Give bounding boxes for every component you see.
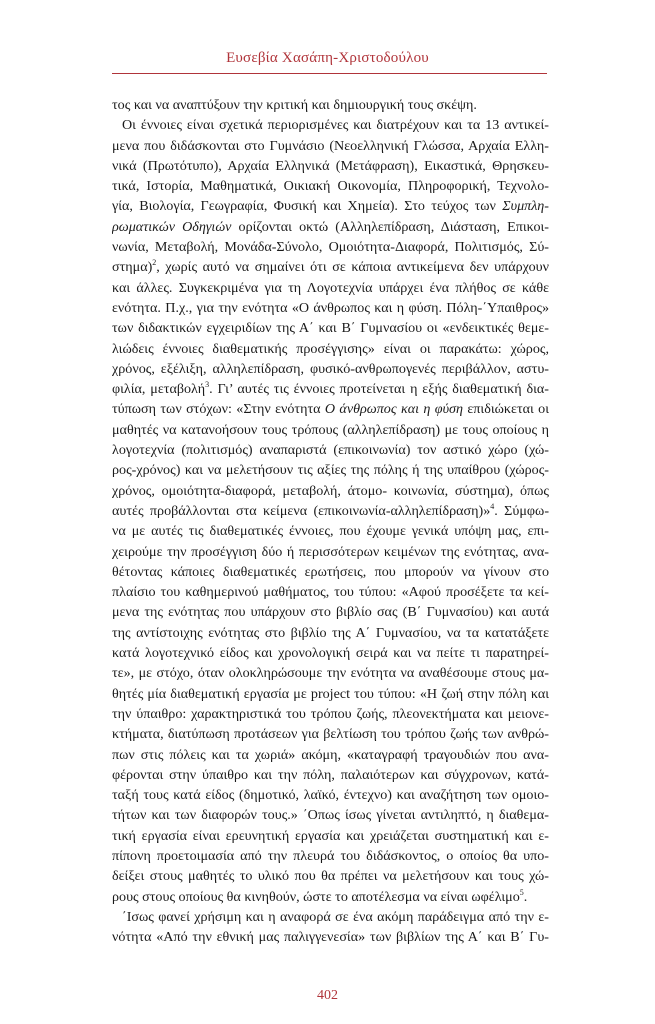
- text-run: λιώδεις έννοιες διαθεματικής προσέγγισης» είναι οι παρακάτω: χώρος,: [112, 340, 549, 357]
- text-line: [112, 136, 549, 156]
- text-run: ρος-χρόνος) και να μελετήσουν τις αξίες της πόλης ή της υπαίθρου (χώρος-: [112, 462, 549, 479]
- text-run: Οι έννοιες είναι σχετικά περιορισμένες και διατρέχουν και τα 13 αντικεί-: [122, 117, 549, 134]
- text-line: [112, 684, 549, 704]
- text-run: ρους στους οποίους θα κινηθούν, ώστε το αποτέλεσμα να είναι ωφέλιμο: [112, 888, 520, 905]
- text-run: αυτές προβάλλονται στα κείμενα (επικοινωνία-αλληλεπίδραση)»: [112, 502, 491, 519]
- text-run: τικά, Ιστορία, Μαθηματικά, Οικιακή Οικονομία, Πληροφορική, Τεχνολο-: [112, 178, 549, 195]
- header-rule: [112, 73, 547, 74]
- text-line: [112, 643, 549, 663]
- text-run: ταξή τους κατά είδος (δημοτικό, λαϊκό, έντεχνο) και αναζήτηση των ομοιο-: [112, 787, 549, 804]
- text-run: μενα της ενότητας που υπάρχουν στο βιβλίο σας (Β΄ Γυμνασίου) και αυτά: [112, 604, 549, 621]
- text-run: στημα): [112, 259, 153, 276]
- text-line: [112, 521, 549, 541]
- text-line: [112, 237, 549, 257]
- text-line: [112, 156, 549, 176]
- text-run: γία, Βιολογία, Γεωγραφία, Φυσική και Χημεία). Στο τεύχος των: [112, 198, 503, 215]
- text-run: πων στις πόλεις και τα χωριά» ακόμη, «καταγραφή τραγουδιών που ανα-: [112, 746, 549, 763]
- text-run: ορίζονται οκτώ (Αλληλεπίδραση, Διάσταση, Επικοι-: [231, 218, 549, 235]
- text-run: επιδιώκεται οι: [463, 401, 549, 418]
- text-run: τε», με στόχο, όταν ολοκληρώσουμε την ενότητα να αναθέσουμε στους μα-: [112, 665, 549, 682]
- text-run: την ύπαιθρο: χαρακτηριστικά του τρόπου ζωής, πλεονεκτήματα και μειονε-: [112, 705, 549, 722]
- text-line: [112, 501, 549, 521]
- text-run: ΄Ισως φανεί χρήσιμη και η αναφορά σε ένα ακόμη παράδειγμα από την ε-: [122, 908, 549, 925]
- text-line: [112, 257, 549, 277]
- text-run: θητές μία διαθεματική εργασία με project του τύπου: «Η ζωή στην πόλη και: [112, 685, 549, 702]
- text-run: . Γι’ αυτές τις έννοιες προτείνεται η εξής διαθεματική δια-: [209, 381, 549, 398]
- text-run: . Σύμφω-: [494, 502, 549, 519]
- text-line: [112, 582, 549, 602]
- text-line: [112, 907, 549, 927]
- text-line: [112, 785, 549, 805]
- text-run: των διδακτικών εγχειριδίων της Α΄ και Β΄ Γυμνασίου οι «ενδεικτικές θεμε-: [112, 320, 549, 337]
- text-run: χρόνος, ομοιότητα-διαφορά, μεταβολή, άτομο- κοινωνία, σύστημα), όπως: [112, 482, 549, 499]
- text-line: [112, 927, 549, 947]
- text-run: νότητα «Από την εθνική μας παλιγγενεσία» των βιβλίων της Α΄ και Β΄ Γυ-: [112, 929, 549, 946]
- text-line: [112, 542, 549, 562]
- text-line: [112, 887, 549, 907]
- text-line: [112, 440, 549, 460]
- text-run: πίπονη προετοιμασία από την πλευρά του διδάσκοντος, ο οποίος θα υπο-: [112, 847, 549, 864]
- text-line: [112, 481, 549, 501]
- text-run: .: [523, 888, 528, 905]
- text-line: [112, 399, 549, 419]
- italic-title: ρωματικών Οδηγιών: [112, 218, 232, 235]
- footnote-marker: 2: [152, 258, 157, 268]
- text-line: [112, 196, 549, 216]
- text-line: [112, 115, 549, 135]
- text-run: μαθητές να κατανοήσουν τους τρόπους (αλληλεπίδραση) με τους οποίους η: [112, 421, 549, 438]
- text-line: [112, 623, 549, 643]
- text-line: [112, 663, 549, 683]
- text-line: [112, 562, 549, 582]
- text-run: νωνία, Μεταβολή, Μονάδα-Σύνολο, Ομοιότητα-Διαφορά, Πολιτισμός, Σύ-: [112, 239, 549, 256]
- text-line: [112, 176, 549, 196]
- text-run: και άλλες. Συγκεκριμένα για τη Λογοτεχνία υπάρχει ένα πλήθος σε κάθε: [112, 279, 549, 296]
- text-line: [112, 339, 549, 359]
- italic-title: Ο άνθρωπος και η φύση: [324, 401, 463, 418]
- text-run: ενότητα. Π.χ., για την ενότητα «Ο άνθρωπος και η φύση. Πόλη-΄Υπαιθρος»: [112, 299, 549, 316]
- footnote-marker: 4: [490, 501, 495, 511]
- text-line: [112, 359, 549, 379]
- text-run: χρόνος, εξέλιξη, αλληλεπίδραση, φυσικό-ανθρωπογενές περιβάλλον, αστυ-: [112, 360, 549, 377]
- footnote-marker: 5: [519, 887, 524, 897]
- page-number: 402: [317, 988, 338, 1003]
- italic-title: Συμπλη-: [502, 198, 549, 215]
- text-run: να με αυτές τις διαθεματικές έννοιες, που έχουμε γενικά υπόψη μας, επι-: [112, 523, 549, 540]
- text-line: [112, 217, 549, 237]
- text-line: [112, 95, 549, 115]
- text-run: λογοτεχνία (πολιτισμός) αναπαριστά (επικοινωνία) τον αστικό χώρο (χώ-: [112, 442, 549, 459]
- text-run: της αντίστοιχης ενότητας στο βιβλίο της Α΄ Γυμνασίου, να τα κατατάξετε: [112, 624, 549, 641]
- text-run: τύπωση των στόχων: «Στην ενότητα: [112, 401, 325, 418]
- text-line: [112, 805, 549, 825]
- text-run: νικά (Πρωτότυπο), Αρχαία Ελληνικά (Μετάφραση), Εικαστικά, Θρησκευ-: [112, 157, 549, 174]
- text-line: [112, 704, 549, 724]
- text-run: φέρονται στην ύπαιθρο και την πόλη, παλαιότερων και σύγχρονων, κατά-: [112, 766, 549, 783]
- text-line: [112, 379, 549, 399]
- text-line: [112, 846, 549, 866]
- footnote-marker: 3: [205, 380, 210, 390]
- text-run: χειρούμε την προσέγγιση δύο ή περισσότερων κειμένων της ενότητας, ανα-: [112, 543, 549, 560]
- text-run: φιλία, μεταβολή: [112, 381, 206, 398]
- text-run: τος και να αναπτύξουν την κριτική και δημιουργική τους σκέψη.: [112, 97, 477, 113]
- text-line: [112, 318, 549, 338]
- text-run: κτήματα, διατύπωση προτάσεων για βελτίωση του τρόπου ζωής των ανθρώ-: [112, 726, 549, 743]
- text-run: μενα που διδάσκονται στο Γυμνάσιο (Νεοελληνική Γλώσσα, Αρχαία Ελλη-: [112, 137, 549, 154]
- text-line: [112, 278, 549, 298]
- text-run: δείξει στους μαθητές το υλικό που θα πρέπει να μελετήσουν και τους χώ-: [112, 868, 549, 885]
- text-line: [112, 420, 549, 440]
- text-run: τήτων και των διαφορών τους.» ΄Οπως ίσως γίνεται αντιληπτό, η διαθεμα-: [112, 807, 549, 824]
- text-run: πλαίσιο του καθημερινού μαθήματος, του τύπου: «Αφού προσέξετε τα κεί-: [112, 584, 549, 601]
- body-text: [112, 95, 549, 947]
- text-line: [112, 602, 549, 622]
- text-line: [112, 765, 549, 785]
- text-run: τική εργασία είναι ερευνητική εργασία και χρειάζεται συστηματική και ε-: [112, 827, 549, 844]
- text-run: θέτοντας κάποιες διαθεματικές ερωτήσεις, που μπορούν να γίνουν στο: [112, 563, 549, 580]
- text-line: [112, 826, 549, 846]
- text-run: , χωρίς αυτό να σημαίνει ότι σε κάποια αντικείμενα δεν υπάρχουν: [156, 259, 549, 276]
- text-line: [112, 460, 549, 480]
- text-line: [112, 745, 549, 765]
- text-line: [112, 298, 549, 318]
- text-run: κατά λογοτεχνικό είδος και χρονολογική σειρά και να πείτε τι παρατηρεί-: [112, 645, 549, 662]
- running-head: Ευσεβία Χασάπη-Χριστοδούλου: [226, 50, 429, 66]
- text-line: [112, 866, 549, 886]
- text-line: [112, 724, 549, 744]
